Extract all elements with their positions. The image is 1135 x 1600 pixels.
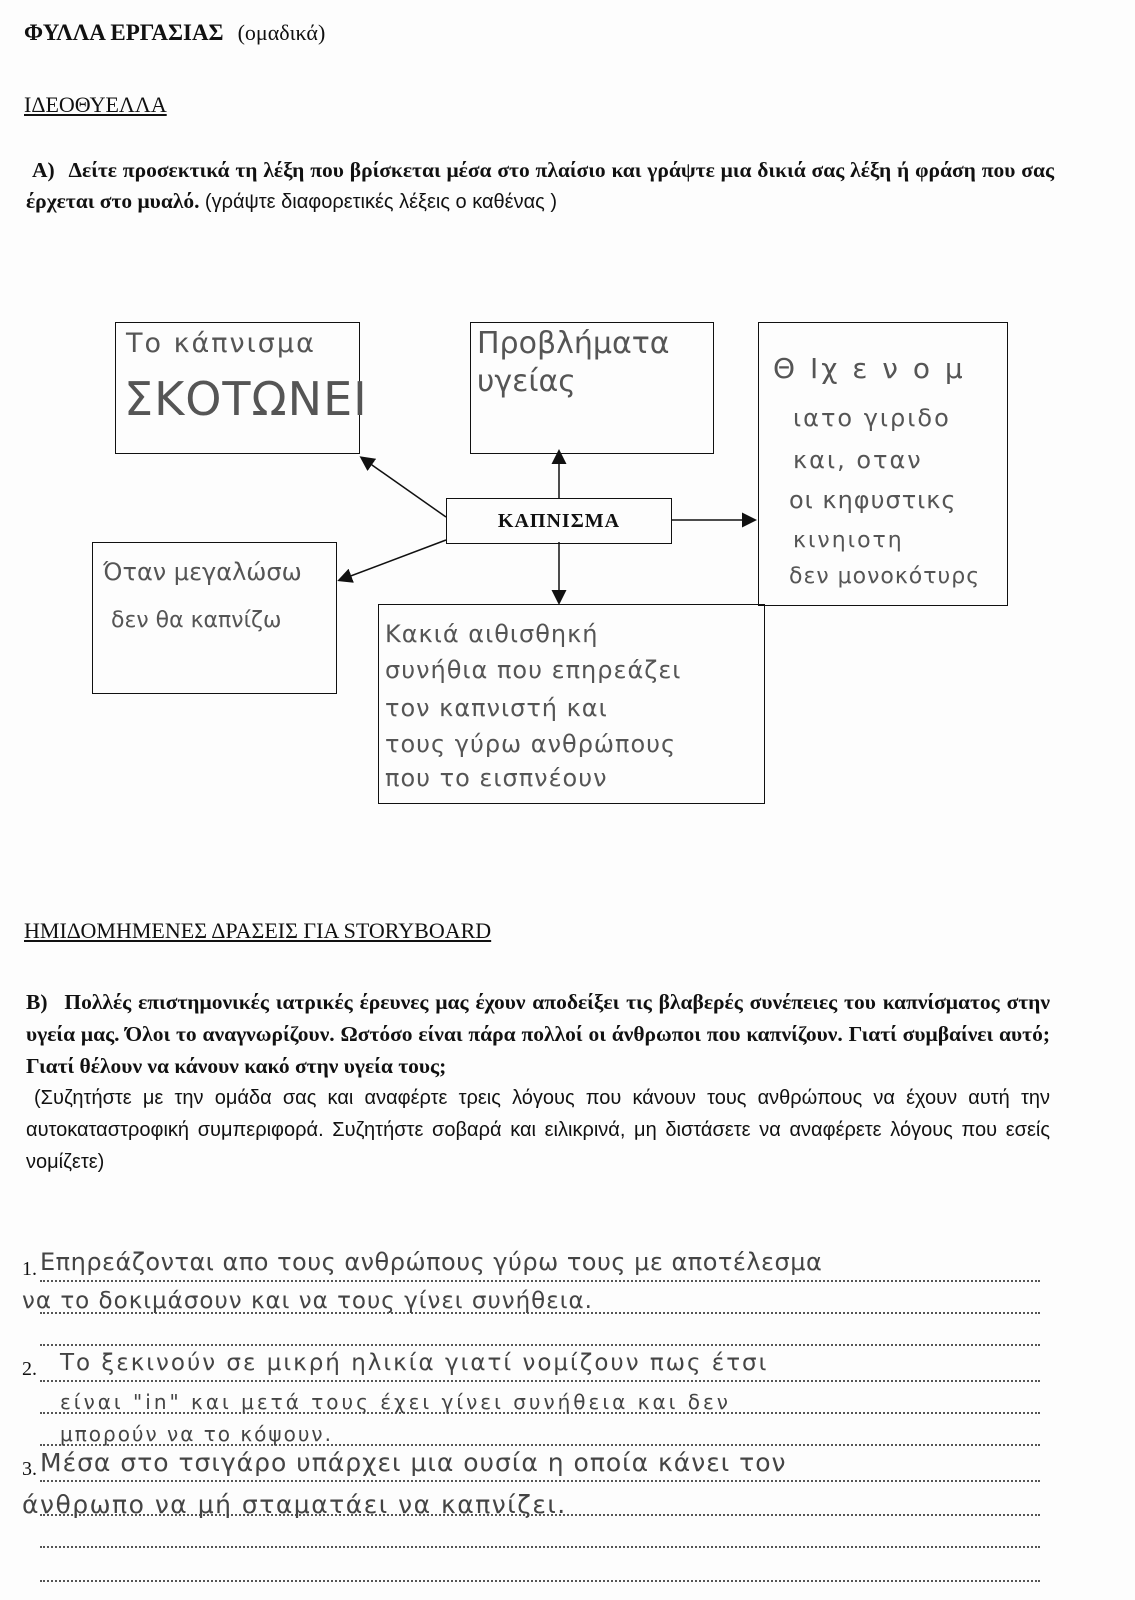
answer-3-line2: άνθρωπο να μή σταματάει να καπνίζει.: [22, 1490, 567, 1519]
section-a-heading: ΙΔΕΟΘΥΕΛΛΑ: [24, 92, 167, 117]
mindmap-box-right: [758, 322, 1008, 606]
box-bottom-center-line5: που το εισπνέουν: [385, 764, 608, 792]
section-a-bold-text: Δείτε προσεκτικά τη λέξη που βρίσκεται μέσα στο πλαίσιο και γράψτε μια δικιά σας λέξη ή φράση που σας έρχεται στο μυαλό.: [26, 158, 1055, 213]
box-right-line2: ιατο γιριδο: [793, 404, 951, 432]
arrow-to-bottom-left: [340, 540, 446, 580]
answer-1-line2: να το δοκιμάσουν και να τους γίνει συνήθεια.: [22, 1288, 593, 1314]
answer-line: [40, 1320, 1040, 1346]
section-a-label: Α): [32, 158, 55, 182]
box-right-line3: και, οταν: [793, 446, 923, 474]
box-bottom-left-line2: δεν θα καπνίζω: [111, 608, 282, 633]
mindmap-box-top-center: [470, 322, 714, 454]
answer-line: [40, 1556, 1040, 1582]
answer-2-line2: είναι "in" και μετά τους έχει γίνει συνήθεια και δεν: [60, 1390, 731, 1414]
box-top-center-line1: Προβλήματα: [477, 326, 670, 361]
section-b-plain-text: (Συζητήστε με την ομάδα σας και αναφέρτε τρεις λόγους που κάνουν τους ανθρώπους να έχουν αυτή την αυτοκαταστροφική συμπεριφορά. Συζητήστε σοβαρά και ειλικρινά, μη διστάσετε να αναφέρετε λόγους που εσείς νομίζετε): [26, 1087, 1050, 1173]
answer-line: [40, 1522, 1040, 1548]
arrow-to-top-left: [362, 458, 446, 517]
box-right-line1: Θ Ιχ ε ν ο μ: [773, 352, 966, 385]
answer-1-number: 1.: [22, 1258, 37, 1280]
answer-1-line1: Επηρεάζονται απο τους ανθρώπους γύρω τους με αποτέλεσμα: [40, 1248, 823, 1276]
box-bottom-center-line4: τους γύρω ανθρώπους: [385, 730, 677, 758]
section-b-label: Β): [26, 990, 48, 1014]
section-b-bold-text: Πολλές επιστημονικές ιατρικές έρευνες μας έχουν αποδείξει τις βλαβερές συνέπειες του καπνίσματος στην υγεία μας. Όλοι το αναγνωρίζουν. Ωστόσο είναι πάρα πολλοί οι άνθρωποι που καπνίζουν. Γιατί συμβαίνει αυτό; Γιατί θέλουν να κάνουν κακό στην υγεία τους;: [26, 990, 1050, 1078]
section-a-plain-text: (γράψτε διαφορετικές λέξεις ο καθένας ): [204, 191, 557, 213]
answer-2-line1: Το ξεκινούν σε μικρή ηλικία γιατί νομίζουν πως έτσι: [60, 1350, 769, 1376]
box-right-line6: δεν μονοκότυρς: [789, 564, 981, 589]
section-b-heading: ΗΜΙΔΟΜΗΜΕΝΕΣ ΔΡΑΣΕΙΣ ΓΙΑ STORYBOARD: [24, 918, 492, 943]
mindmap-center-box: [446, 498, 672, 544]
box-bottom-center-line3: τον καπνιστή και: [385, 694, 608, 722]
page-subtitle: (ομαδικά): [237, 20, 326, 45]
box-bottom-center-line1: Κακιά αιθισθηκή: [385, 620, 599, 648]
mindmap-center-label: ΚΑΠΝΙΣΜΑ: [497, 509, 621, 532]
mindmap-box-top-left: [115, 322, 368, 454]
answer-2-line3: μπορούν να το κόψουν.: [60, 1422, 333, 1446]
answer-3-number: 3.: [22, 1458, 37, 1480]
answer-3-line1: Μέσα στο τσιγάρο υπάρχει μια ουσία η οποία κάνει τον: [40, 1448, 787, 1477]
section-b-instructions: [26, 986, 1050, 1178]
box-right-line5: κινηιοτη: [793, 528, 904, 553]
page-title: ΦΥΛΛΑ ΕΡΓΑΣΙΑΣ: [24, 20, 224, 45]
box-bottom-left-line1: Όταν μεγαλώσω: [103, 558, 302, 586]
mindmap-box-bottom-left: [92, 542, 337, 694]
box-top-left-line1: Το κάπνισμα: [126, 328, 316, 359]
box-top-left-line2: ΣΚΟΤΩΝΕΙ: [124, 372, 368, 426]
box-bottom-center-line2: συνήθια που επηρεάζει: [385, 656, 682, 684]
box-right-line4: οι κηφυστικς: [789, 486, 957, 514]
mindmap-box-bottom-center: [378, 604, 765, 804]
answer-2-number: 2.: [22, 1358, 37, 1380]
box-top-center-line2: υγείας: [477, 364, 576, 399]
